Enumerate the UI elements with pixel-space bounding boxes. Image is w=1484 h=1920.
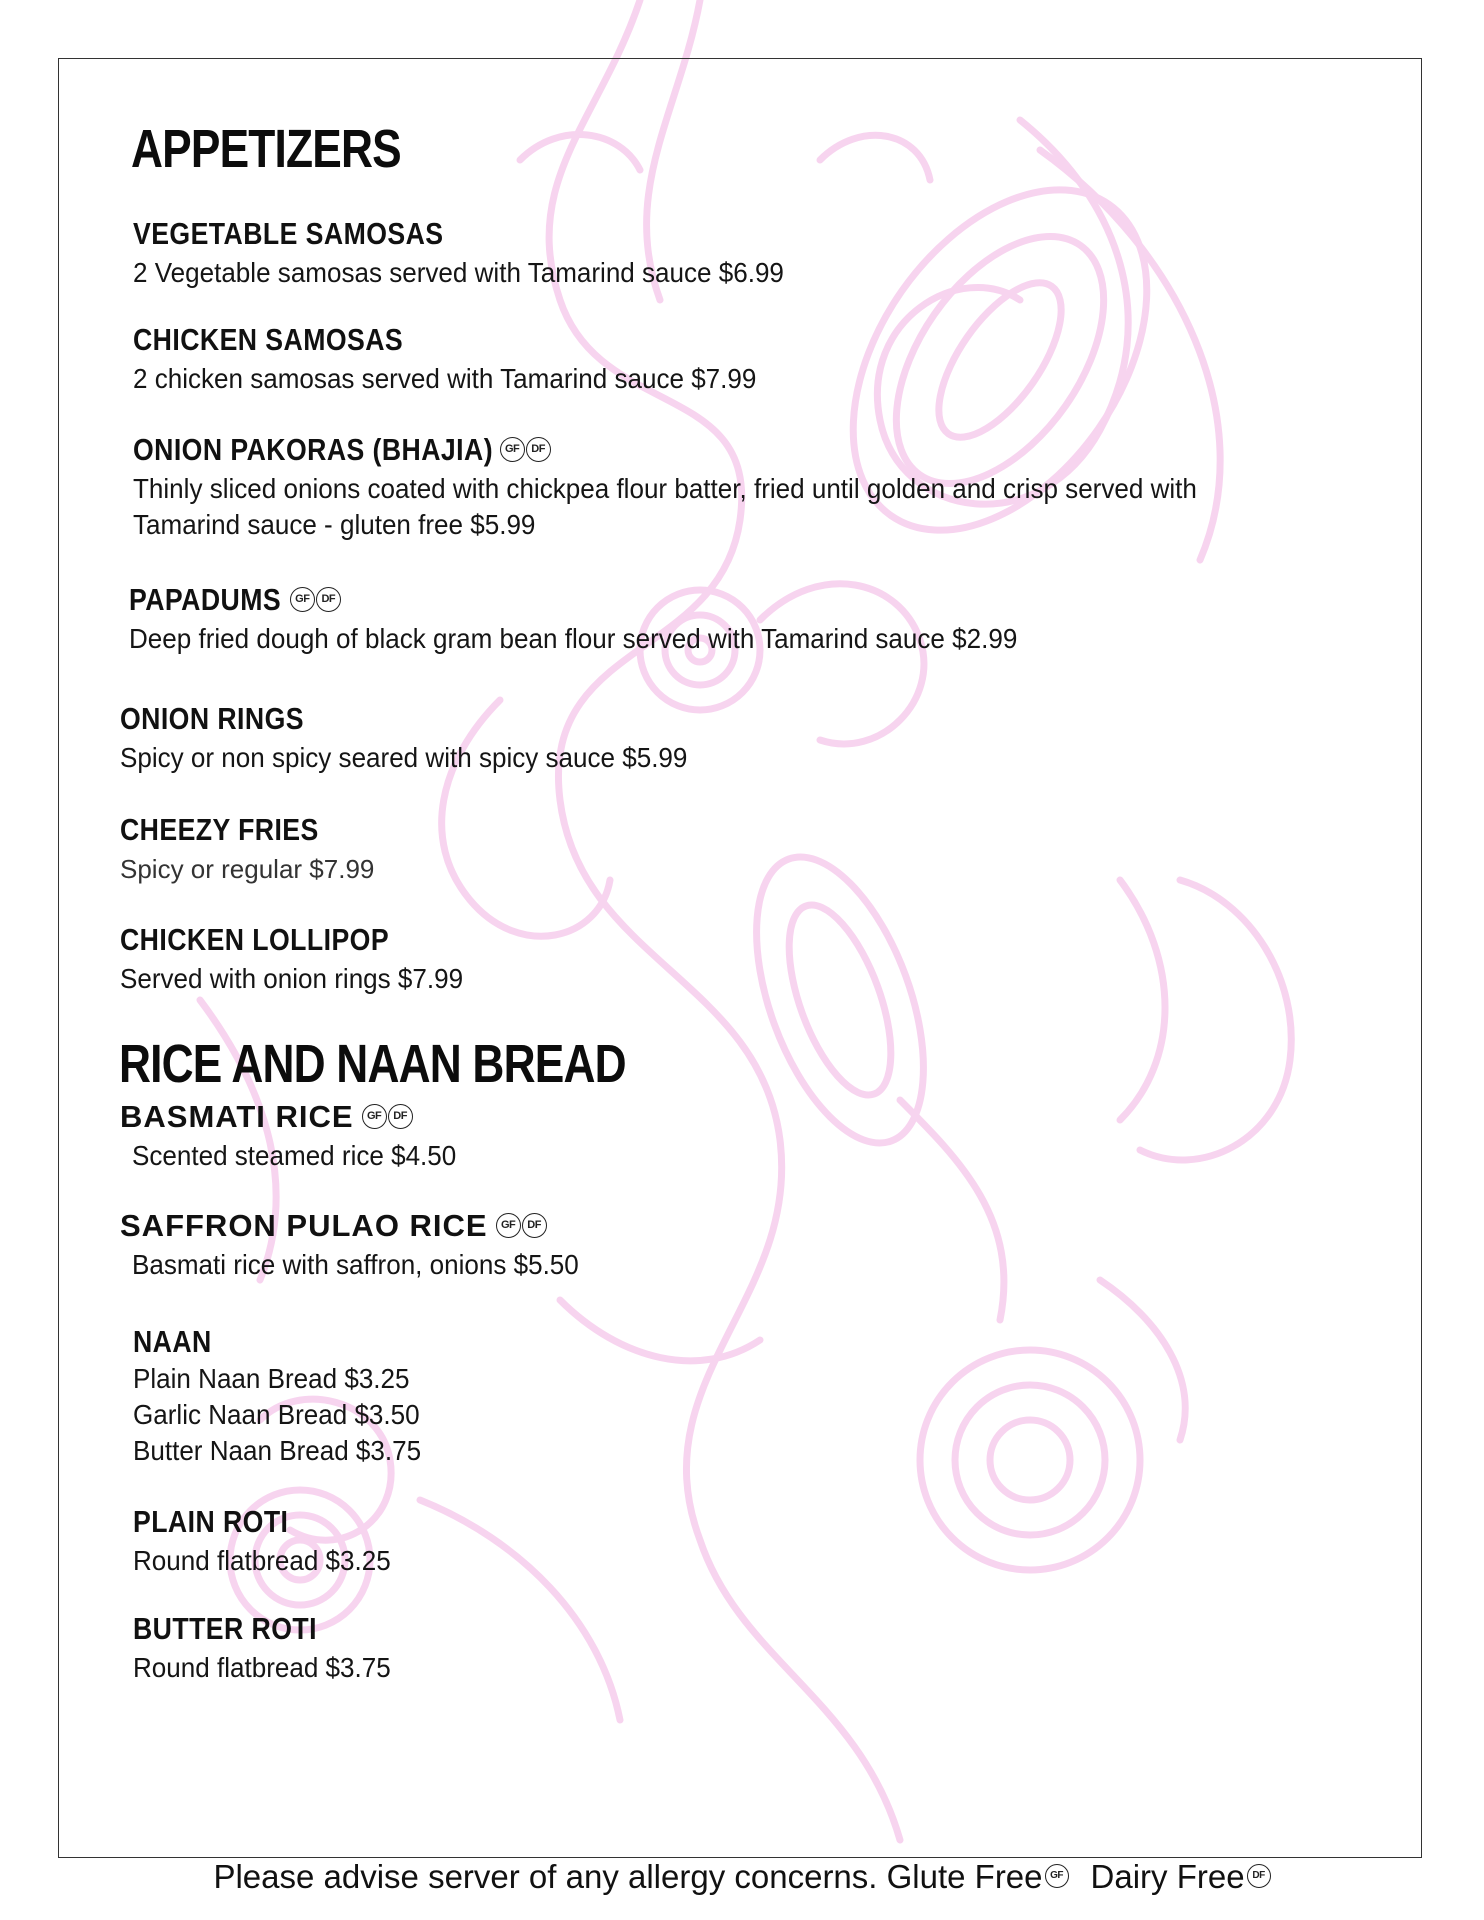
item-description: Scented steamed rice $4.50 — [132, 1140, 457, 1171]
item-description: Round flatbread $3.25 — [133, 1545, 391, 1576]
dairy-free-icon: DF — [388, 1104, 413, 1129]
dairy-free-label: Dairy Free — [1090, 1858, 1245, 1895]
allergy-notice-text: Please advise server of any allergy concerns. Glute Free — [213, 1858, 1043, 1895]
dairy-free-icon: DF — [522, 1213, 547, 1238]
menu-item-onion-rings — [120, 700, 730, 776]
gluten-free-icon: GF — [1045, 1864, 1069, 1888]
item-name: SAFFRON PULAO RICE — [120, 1208, 488, 1243]
naan-option: Butter Naan Bread $3.75 — [133, 1435, 422, 1466]
gluten-free-icon: GF — [500, 437, 525, 462]
item-description: 2 Vegetable samosas served with Tamarind sauce $6.99 — [133, 257, 784, 288]
item-name: CHICKEN SAMOSAS — [133, 322, 404, 357]
item-name: ONION RINGS — [120, 701, 304, 736]
menu-item-butter-roti — [133, 1610, 410, 1686]
gluten-free-icon: GF — [290, 587, 315, 612]
item-name: VEGETABLE SAMOSAS — [133, 216, 444, 251]
item-description: 2 chicken samosas served with Tamarind sauce $7.99 — [133, 363, 757, 394]
naan-options-list — [133, 1361, 443, 1469]
dairy-free-icon: DF — [1247, 1864, 1271, 1888]
item-description: Deep fried dough of black gram bean flour served with Tamarind sauce $2.99 — [129, 623, 1018, 654]
menu-item-plain-roti — [133, 1503, 410, 1579]
gluten-free-icon: GF — [362, 1104, 387, 1129]
item-description: Spicy or non spicy seared with spicy sauce $5.99 — [120, 742, 688, 773]
item-description-line-2: Tamarind sauce - gluten free $5.99 — [133, 509, 536, 540]
section-title-appetizers: APPETIZERS — [131, 119, 401, 179]
allergy-notice-footer — [0, 1858, 1484, 1896]
naan-option: Plain Naan Bread $3.25 — [133, 1363, 410, 1394]
item-description: Served with onion rings $7.99 — [120, 963, 464, 994]
menu-item-vegetable-samosas — [133, 215, 833, 291]
naan-option: Garlic Naan Bread $3.50 — [133, 1399, 420, 1430]
gluten-free-icon: GF — [496, 1213, 521, 1238]
diet-icons — [496, 1213, 547, 1238]
item-name: PAPADUMS — [129, 582, 282, 617]
item-name: CHICKEN LOLLIPOP — [120, 922, 390, 957]
menu-item-onion-pakoras — [133, 431, 1277, 543]
menu-item-basmati-rice — [120, 1098, 481, 1174]
diet-icons — [500, 437, 551, 462]
section-title-rice-and-naan-bread: RICE AND NAAN BREAD — [119, 1034, 626, 1094]
menu-item-chicken-samosas — [133, 321, 803, 397]
diet-icons — [362, 1104, 413, 1129]
item-name: ONION PAKORAS (BHAJIA) — [133, 432, 494, 467]
item-name: BASMATI RICE — [120, 1099, 354, 1134]
item-description: Spicy or regular $7.99 — [120, 854, 375, 884]
item-description: Round flatbread $3.75 — [133, 1652, 391, 1683]
menu-item-papadums — [129, 581, 1084, 657]
menu-item-naan — [133, 1323, 443, 1469]
diet-icons — [290, 587, 341, 612]
dairy-free-icon: DF — [316, 587, 341, 612]
item-description: Basmati rice with saffron, onions $5.50 — [132, 1249, 579, 1280]
dairy-free-icon: DF — [526, 437, 551, 462]
item-name: BUTTER ROTI — [133, 1611, 317, 1646]
menu-item-chicken-lollipop — [120, 921, 489, 997]
item-name: NAAN — [133, 1324, 212, 1359]
item-name: CHEEZY FRIES — [120, 812, 319, 847]
menu-item-saffron-pulao-rice — [120, 1207, 612, 1283]
item-description-line-1: Thinly sliced onions coated with chickpea flour batter, fried until golden and crisp served with — [133, 473, 1197, 504]
menu-item-cheezy-fries — [120, 811, 374, 887]
item-name: PLAIN ROTI — [133, 1504, 289, 1539]
